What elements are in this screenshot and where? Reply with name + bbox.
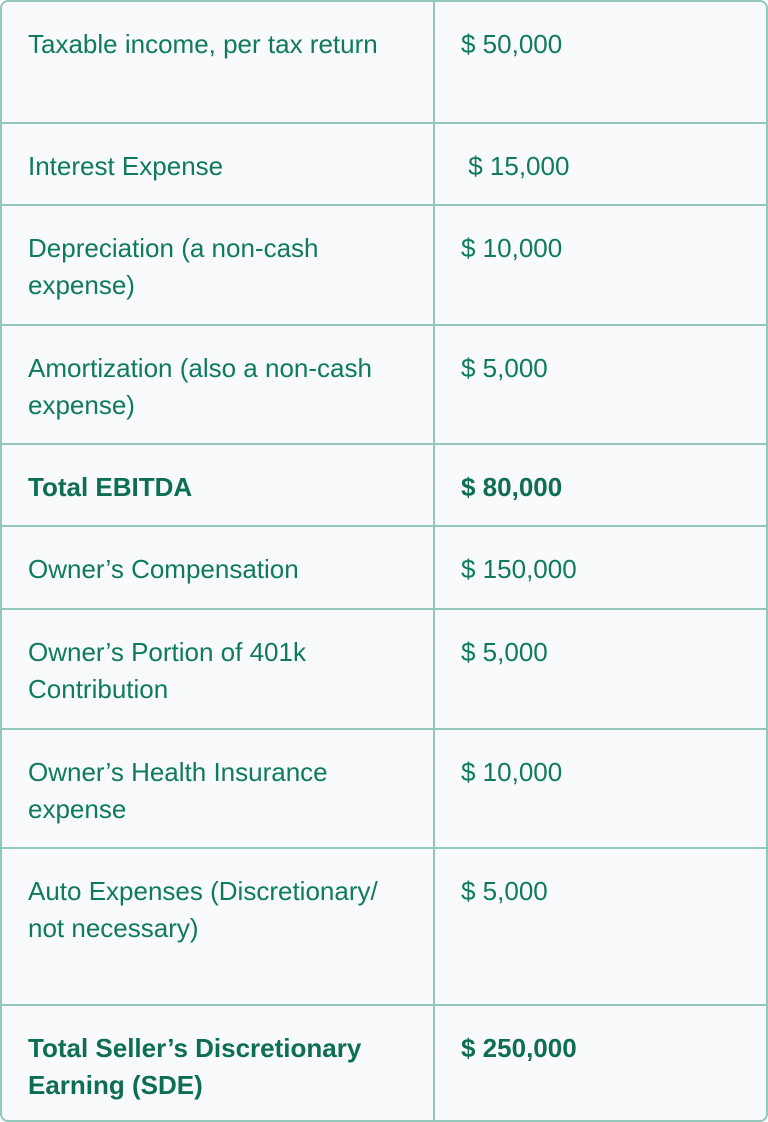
row-value: $ 250,000 bbox=[434, 1005, 766, 1122]
table-row-owner-compensation bbox=[2, 526, 766, 609]
row-value: $ 10,000 bbox=[434, 729, 766, 848]
table-row-401k bbox=[2, 609, 766, 729]
row-label: Taxable income, per tax return bbox=[2, 2, 434, 123]
row-value: $ 80,000 bbox=[434, 444, 766, 526]
row-label: Depreciation (a non-cash expense) bbox=[2, 205, 434, 325]
table-row-interest-expense bbox=[2, 123, 766, 205]
table-row-auto-expenses bbox=[2, 848, 766, 1005]
table-row-amortization bbox=[2, 325, 766, 444]
table bbox=[2, 2, 766, 1122]
row-value: $ 5,000 bbox=[434, 848, 766, 1005]
row-value: $ 5,000 bbox=[434, 325, 766, 444]
row-value: $ 15,000 bbox=[434, 123, 766, 205]
row-label: Owner’s Portion of 401k Contribution bbox=[2, 609, 434, 729]
table-row-health-insurance bbox=[2, 729, 766, 848]
row-value: $ 50,000 bbox=[434, 2, 766, 123]
table-row-taxable-income bbox=[2, 2, 766, 123]
row-label: Total Seller’s Discretionary Earning (SDE) bbox=[2, 1005, 434, 1122]
row-label: Auto Expenses (Discretionary/ not necessary) bbox=[2, 848, 434, 1005]
table-row-total-sde bbox=[2, 1005, 766, 1122]
row-value: $ 150,000 bbox=[434, 526, 766, 609]
row-label: Interest Expense bbox=[2, 123, 434, 205]
row-label: Amortization (also a non-cash expense) bbox=[2, 325, 434, 444]
row-label: Owner’s Health Insurance expense bbox=[2, 729, 434, 848]
row-value: $ 10,000 bbox=[434, 205, 766, 325]
row-label: Owner’s Compensation bbox=[2, 526, 434, 609]
table-row-depreciation bbox=[2, 205, 766, 325]
table-row-total-ebitda bbox=[2, 444, 766, 526]
row-label: Total EBITDA bbox=[2, 444, 434, 526]
row-value: $ 5,000 bbox=[434, 609, 766, 729]
